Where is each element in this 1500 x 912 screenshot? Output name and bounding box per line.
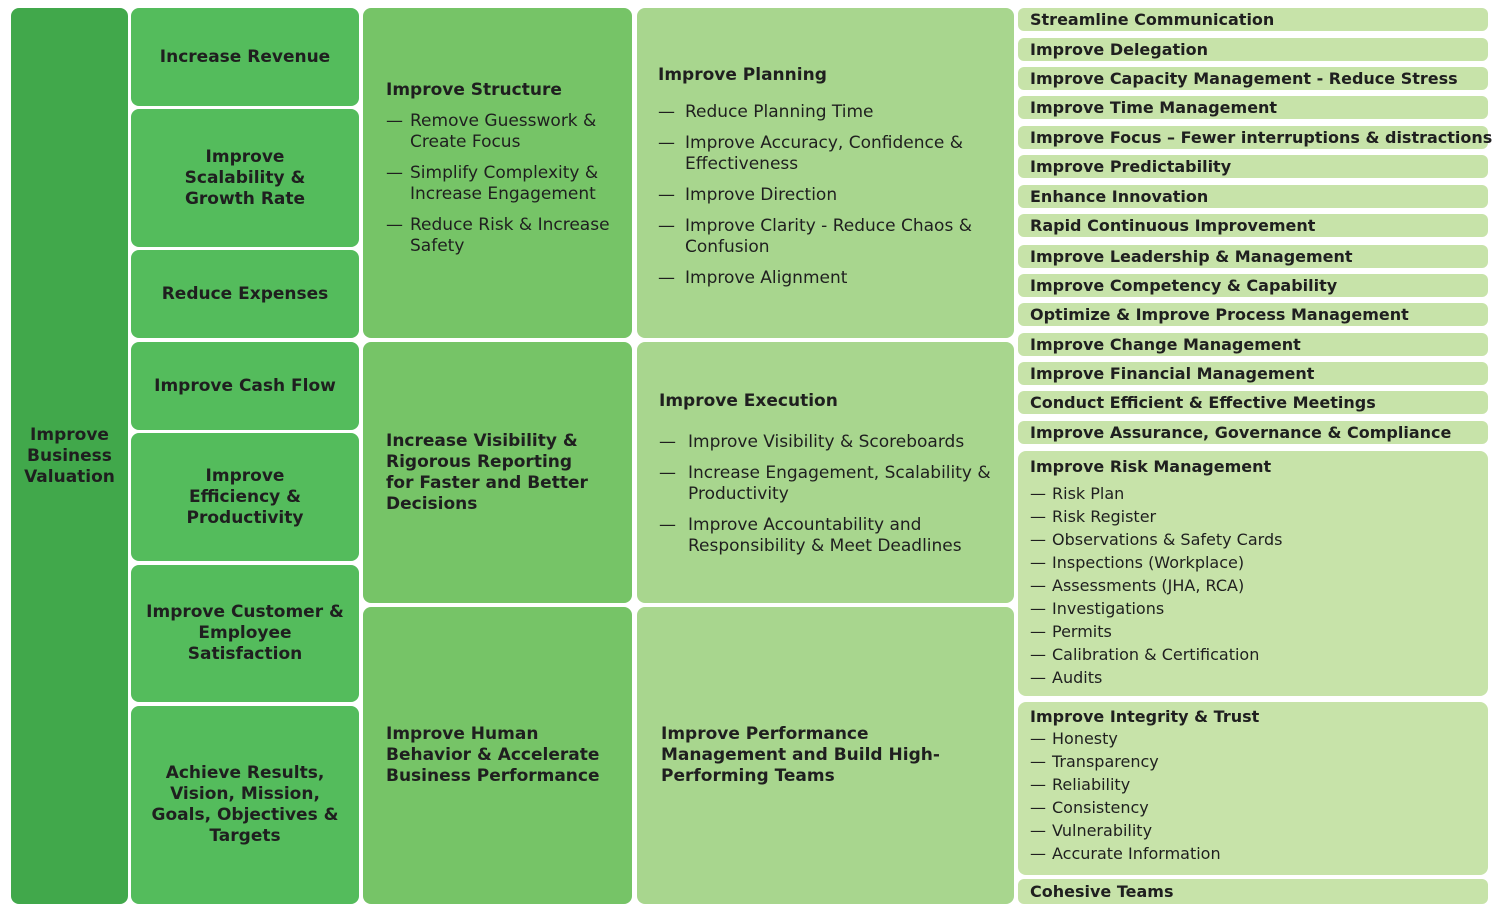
integrity-title: Improve Integrity & Trust [1030, 707, 1260, 726]
structure-title: Improve Structure [386, 80, 562, 100]
item-improve-delegation [1018, 38, 1488, 61]
execution-title: Improve Execution [659, 391, 838, 411]
item-leadership-management [1018, 245, 1488, 268]
list-item: — Risk Plan [1030, 482, 1476, 505]
item-effective-meetings [1018, 391, 1488, 414]
label-achieve-results: Achieve Results, Vision, Mission, Goals, Objectives & Targets [151, 763, 339, 846]
root-label: Improve Business Valuation [24, 424, 115, 487]
list-item: — Calibration & Certification [1030, 643, 1476, 666]
box-improve-scalability [131, 109, 359, 247]
item-enhance-innovation [1018, 185, 1488, 208]
root-improve-business-valuation [11, 8, 128, 904]
item-label: Enhance Innovation [1030, 187, 1209, 206]
item-change-management [1018, 333, 1488, 356]
label-customer-satisfaction: Improve Customer & Employee Satisfaction [146, 602, 344, 664]
list-item: — Assessments (JHA, RCA) [1030, 574, 1476, 597]
list-item: — Inspections (Workplace) [1030, 551, 1476, 574]
list-item: — Consistency [1030, 796, 1476, 819]
list-item: — Vulnerability [1030, 819, 1476, 842]
box-improve-structure [363, 8, 632, 338]
label-increase-revenue: Increase Revenue [159, 46, 331, 67]
item-improve-focus [1018, 126, 1493, 149]
item-label: Improve Predictability [1030, 157, 1232, 176]
item-improve-predictability [1018, 155, 1488, 178]
planning-title: Improve Planning [658, 65, 827, 85]
list-item: — Risk Register [1030, 505, 1476, 528]
item-label: Improve Assurance, Governance & Compliance [1030, 423, 1452, 442]
item-label: Optimize & Improve Process Management [1030, 305, 1409, 324]
execution-list [659, 422, 1004, 557]
item-label: Conduct Efficient & Effective Meetings [1030, 393, 1376, 412]
item-label: Cohesive Teams [1030, 882, 1174, 901]
item-label: Improve Leadership & Management [1030, 247, 1353, 266]
box-reduce-expenses [131, 250, 359, 338]
list-item: — Improve Clarity - Reduce Chaos & Confusion [658, 216, 1004, 258]
item-label: Rapid Continuous Improvement [1030, 216, 1316, 235]
box-risk-management [1018, 451, 1488, 696]
list-item: — Permits [1030, 620, 1476, 643]
item-continuous-improvement [1018, 214, 1488, 237]
list-item: — Improve Alignment [658, 268, 1004, 289]
list-item: — Audits [1030, 666, 1476, 689]
item-label: Streamline Communication [1030, 10, 1275, 29]
item-label: Improve Capacity Management - Reduce Stress [1030, 69, 1458, 88]
item-cohesive-teams [1018, 879, 1488, 904]
box-improve-execution [637, 342, 1014, 603]
item-label: Improve Time Management [1030, 98, 1278, 117]
list-item: — Reliability [1030, 773, 1476, 796]
box-increase-visibility [363, 342, 632, 603]
list-item: — Improve Accountability and Responsibility & Meet Deadlines [659, 515, 1004, 557]
item-label: Improve Competency & Capability [1030, 276, 1338, 295]
performance-title: Improve Performance Management and Build High-Performing Teams [661, 724, 940, 786]
item-streamline-communication [1018, 8, 1488, 31]
box-integrity-trust [1018, 702, 1488, 875]
label-reduce-expenses: Reduce Expenses [161, 283, 329, 304]
list-item: — Remove Guesswork & Create Focus [386, 111, 622, 153]
planning-list [658, 92, 1004, 289]
item-label: Improve Delegation [1030, 40, 1209, 59]
label-improve-efficiency: Improve Efficiency & Productivity [186, 465, 304, 528]
list-item: — Reduce Planning Time [658, 102, 1004, 123]
item-label: Improve Focus – Fewer interruptions & distractions [1030, 128, 1493, 147]
human-title: Improve Human Behavior & Accelerate Business Performance [386, 724, 600, 786]
box-improve-planning [637, 8, 1014, 338]
list-item: — Improve Direction [658, 185, 1004, 206]
label-improve-scalability: Improve Scalability & Growth Rate [184, 146, 306, 209]
item-competency-capability [1018, 274, 1488, 297]
item-process-management [1018, 303, 1488, 326]
box-improve-cash-flow [131, 342, 359, 430]
item-label: Improve Change Management [1030, 335, 1301, 354]
box-improve-human-behavior [363, 607, 632, 904]
item-label: Improve Financial Management [1030, 364, 1315, 383]
item-financial-management [1018, 362, 1488, 385]
item-capacity-management [1018, 67, 1488, 90]
list-item: — Honesty [1030, 727, 1476, 750]
integrity-list [1030, 727, 1476, 865]
structure-list [386, 101, 622, 257]
list-item: — Increase Engagement, Scalability & Productivity [659, 463, 1004, 505]
item-time-management [1018, 96, 1488, 119]
box-customer-satisfaction [131, 565, 359, 702]
list-item: — Accurate Information [1030, 842, 1476, 865]
box-improve-performance [637, 607, 1014, 904]
list-item: — Reduce Risk & Increase Safety [386, 215, 622, 257]
visibility-title: Increase Visibility & Rigorous Reporting for Faster and Better Decisions [386, 430, 588, 514]
list-item: — Observations & Safety Cards [1030, 528, 1476, 551]
box-increase-revenue [131, 8, 359, 106]
list-item: — Improve Visibility & Scoreboards [659, 432, 1004, 453]
risk-title: Improve Risk Management [1030, 457, 1272, 476]
risk-list [1030, 482, 1476, 689]
list-item: — Improve Accuracy, Confidence & Effectiveness [658, 133, 1004, 175]
box-achieve-results [131, 706, 359, 904]
label-improve-cash-flow: Improve Cash Flow [154, 375, 336, 396]
list-item: — Investigations [1030, 597, 1476, 620]
box-improve-efficiency [131, 433, 359, 561]
list-item: — Transparency [1030, 750, 1476, 773]
list-item: — Simplify Complexity & Increase Engagement [386, 163, 622, 205]
item-assurance-governance [1018, 421, 1488, 444]
